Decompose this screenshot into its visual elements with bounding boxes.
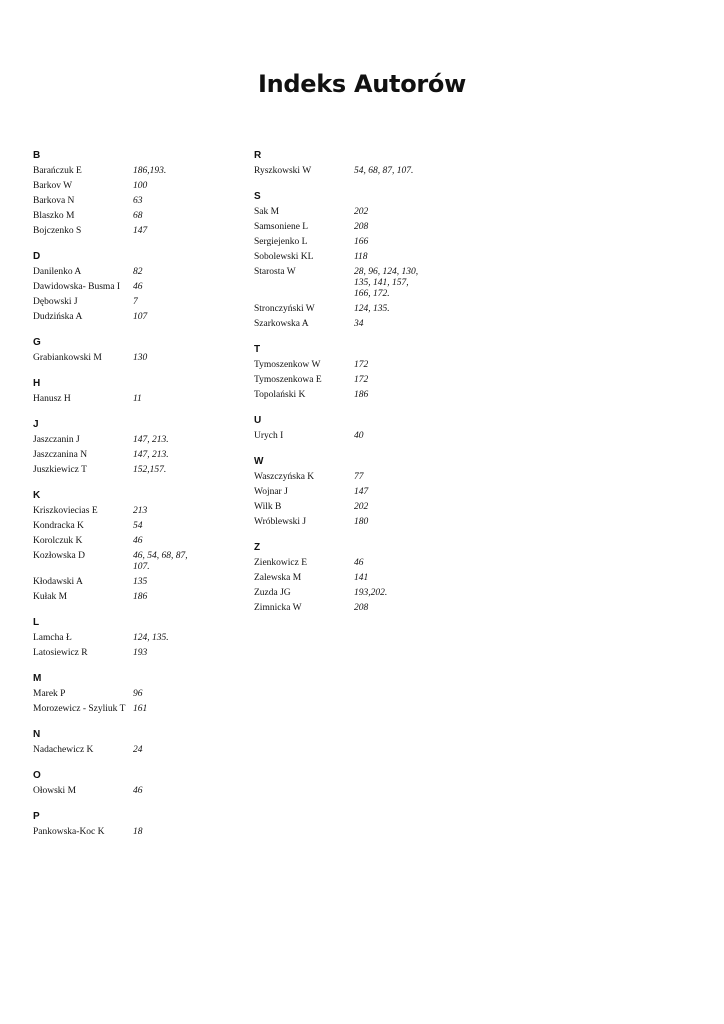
section-letter: G <box>33 337 41 348</box>
page-numbers: 147 <box>133 226 148 236</box>
author-entry <box>254 207 474 218</box>
page-numbers: 186,193. <box>133 166 167 176</box>
page-numbers: 208 <box>354 603 369 613</box>
author-entry <box>254 360 474 371</box>
author-entry <box>254 390 474 401</box>
page-numbers: 46 <box>133 536 143 546</box>
page-numbers: 124, 135. <box>133 633 169 643</box>
page-numbers: 193 <box>133 648 148 658</box>
author-name: Blaszko M <box>33 211 75 221</box>
author-entry <box>33 689 233 700</box>
page-numbers: 63 <box>133 196 143 206</box>
page-title: Indeks Autorów <box>258 70 466 98</box>
author-name: Jaszczanin J <box>33 435 80 445</box>
section-letter: T <box>254 344 261 355</box>
index-section <box>254 415 474 442</box>
page-numbers: 166 <box>354 237 369 247</box>
author-name: Tymoszenkowa E <box>254 375 322 385</box>
page-numbers: 46 <box>133 282 143 292</box>
author-entry <box>254 603 474 614</box>
author-entry <box>33 211 233 222</box>
author-entry <box>33 353 233 364</box>
page-numbers: 172 <box>354 375 369 385</box>
author-entry <box>254 252 474 263</box>
section-letter: L <box>33 617 40 628</box>
author-name: Nadachewicz K <box>33 745 94 755</box>
author-entry <box>254 222 474 233</box>
author-name: Dębowski J <box>33 297 78 307</box>
author-entry <box>33 506 233 517</box>
author-name: Dudzińska A <box>33 312 83 322</box>
section-letter: M <box>33 673 42 684</box>
author-name: Kułak M <box>33 592 68 602</box>
section-letter: B <box>33 150 41 161</box>
author-name: Pankowska-Koc K <box>33 827 105 837</box>
author-name: Morozewicz - Szyliuk T <box>33 704 126 714</box>
author-entry <box>33 551 233 573</box>
page-numbers: 186 <box>354 390 369 400</box>
author-name: Kriszkoviecias E <box>33 506 98 516</box>
section-letter: P <box>33 811 40 822</box>
index-section <box>33 673 233 715</box>
author-entry <box>33 827 233 838</box>
index-section <box>254 344 474 401</box>
author-entry <box>254 573 474 584</box>
index-column-right <box>254 150 474 628</box>
index-section <box>254 150 474 177</box>
page-numbers: 11 <box>133 394 142 404</box>
author-name: Danilenko A <box>33 267 82 277</box>
author-name: Juszkiewicz T <box>33 465 87 475</box>
author-entry <box>33 633 233 644</box>
author-name: Samsoniene L <box>254 222 309 232</box>
author-entry <box>254 558 474 569</box>
author-name: Korolczuk K <box>33 536 83 546</box>
author-name: Szarkowska A <box>254 319 309 329</box>
page-numbers: 77 <box>354 472 364 482</box>
page-numbers: 24 <box>133 745 143 755</box>
page-numbers: 100 <box>133 181 148 191</box>
page-numbers: 40 <box>354 431 364 441</box>
section-letter: O <box>33 770 41 781</box>
author-entry <box>33 745 233 756</box>
page-numbers: 46 <box>354 558 364 568</box>
page-numbers: 82 <box>133 267 143 277</box>
page-numbers: 172 <box>354 360 369 370</box>
author-name: Marek P <box>33 689 66 699</box>
author-name: Lamcha Ł <box>33 633 72 643</box>
author-entry <box>33 786 233 797</box>
index-section <box>33 378 233 405</box>
index-section <box>33 811 233 838</box>
page-numbers: 54 <box>133 521 143 531</box>
author-entry <box>33 450 233 461</box>
author-name: Ryszkowski W <box>254 166 312 176</box>
author-name: Jaszczanina N <box>33 450 88 460</box>
index-section <box>254 191 474 330</box>
author-name: Zalewska M <box>254 573 302 583</box>
page-numbers: 213 <box>133 506 148 516</box>
author-entry <box>33 465 233 476</box>
page-numbers: 46 <box>133 786 143 796</box>
author-name: Wilk B <box>254 502 282 512</box>
author-entry <box>33 166 233 177</box>
author-name: Wróblewski J <box>254 517 307 527</box>
page-numbers: 96 <box>133 689 143 699</box>
author-entry <box>33 394 233 405</box>
author-name: Zienkowicz E <box>254 558 308 568</box>
index-column-left <box>33 150 233 852</box>
author-entry <box>33 297 233 308</box>
author-entry <box>33 267 233 278</box>
author-name: Kłodawski A <box>33 577 83 587</box>
author-entry <box>33 536 233 547</box>
index-section <box>254 542 474 614</box>
page-numbers: 186 <box>133 592 148 602</box>
author-entry <box>254 304 474 315</box>
author-entry <box>33 704 233 715</box>
author-entry <box>33 521 233 532</box>
page-numbers: 193,202. <box>354 588 388 598</box>
page-numbers: 28, 96, 124, 130, 135, 141, 157, 166, 172. <box>354 267 419 299</box>
section-letter: J <box>33 419 39 430</box>
author-entry <box>254 319 474 330</box>
page-numbers: 68 <box>133 211 143 221</box>
author-name: Barańczuk E <box>33 166 82 176</box>
index-section <box>33 770 233 797</box>
author-name: Topolański K <box>254 390 306 400</box>
page-numbers: 124, 135. <box>354 304 390 314</box>
author-name: Stronczyński W <box>254 304 315 314</box>
page-numbers: 161 <box>133 704 148 714</box>
page-numbers: 152,157. <box>133 465 167 475</box>
section-letter: D <box>33 251 41 262</box>
page-numbers: 107 <box>133 312 148 322</box>
author-name: Dawidowska- Busma I <box>33 282 121 292</box>
author-entry <box>33 282 233 293</box>
author-entry <box>254 517 474 528</box>
page-numbers: 54, 68, 87, 107. <box>354 166 414 176</box>
section-letter: S <box>254 191 261 202</box>
author-name: Sak M <box>254 207 280 217</box>
author-name: Waszczyńska K <box>254 472 315 482</box>
author-name: Latosiewicz R <box>33 648 88 658</box>
index-section <box>254 456 474 528</box>
page-numbers: 208 <box>354 222 369 232</box>
section-letter: U <box>254 415 262 426</box>
page-numbers: 18 <box>133 827 143 837</box>
section-letter: W <box>254 456 264 467</box>
author-entry <box>254 267 474 300</box>
author-entry <box>33 648 233 659</box>
page-numbers: 147, 213. <box>133 435 169 445</box>
author-entry <box>254 487 474 498</box>
section-letter: Z <box>254 542 261 553</box>
author-entry <box>254 472 474 483</box>
author-name: Sergiejenko L <box>254 237 308 247</box>
author-name: Bojczenko S <box>33 226 82 236</box>
page-numbers: 141 <box>354 573 369 583</box>
author-name: Kondracka K <box>33 521 84 531</box>
author-name: Kozłowska D <box>33 551 85 561</box>
page-numbers: 7 <box>133 297 138 307</box>
author-name: Barkova N <box>33 196 75 206</box>
page-numbers: 46, 54, 68, 87, 107. <box>133 551 188 572</box>
index-section <box>33 617 233 659</box>
index-section <box>33 337 233 364</box>
author-name: Urych I <box>254 431 284 441</box>
page-numbers: 130 <box>133 353 148 363</box>
page-numbers: 118 <box>354 252 368 262</box>
author-entry <box>33 196 233 207</box>
index-section <box>33 150 233 237</box>
author-entry <box>254 375 474 386</box>
index-section <box>33 490 233 603</box>
author-entry <box>33 226 233 237</box>
index-section <box>33 729 233 756</box>
author-name: Zimnicka W <box>254 603 302 613</box>
author-entry <box>254 237 474 248</box>
page-numbers: 147, 213. <box>133 450 169 460</box>
section-letter: K <box>33 490 41 501</box>
author-entry <box>254 502 474 513</box>
page-numbers: 202 <box>354 207 369 217</box>
author-name: Starosta W <box>254 267 296 277</box>
author-name: Zuzda JG <box>254 588 291 598</box>
page-numbers: 202 <box>354 502 369 512</box>
index-section <box>33 251 233 323</box>
author-entry <box>254 431 474 442</box>
section-letter: H <box>33 378 41 389</box>
author-entry <box>254 166 474 177</box>
author-entry <box>33 435 233 446</box>
author-name: Ołowski M <box>33 786 77 796</box>
author-entry <box>33 577 233 588</box>
author-name: Grabiankowski M <box>33 353 102 363</box>
author-name: Barkov W <box>33 181 73 191</box>
page-numbers: 147 <box>354 487 369 497</box>
author-name: Wojnar J <box>254 487 288 497</box>
author-name: Hanusz H <box>33 394 71 404</box>
author-entry <box>33 312 233 323</box>
author-entry <box>33 181 233 192</box>
author-entry <box>254 588 474 599</box>
page-numbers: 180 <box>354 517 369 527</box>
index-section <box>33 419 233 476</box>
page-numbers: 135 <box>133 577 148 587</box>
author-entry <box>33 592 233 603</box>
section-letter: R <box>254 150 262 161</box>
section-letter: N <box>33 729 41 740</box>
author-name: Tymoszenkow W <box>254 360 321 370</box>
author-name: Sobolewski KL <box>254 252 314 262</box>
page-numbers: 34 <box>354 319 364 329</box>
